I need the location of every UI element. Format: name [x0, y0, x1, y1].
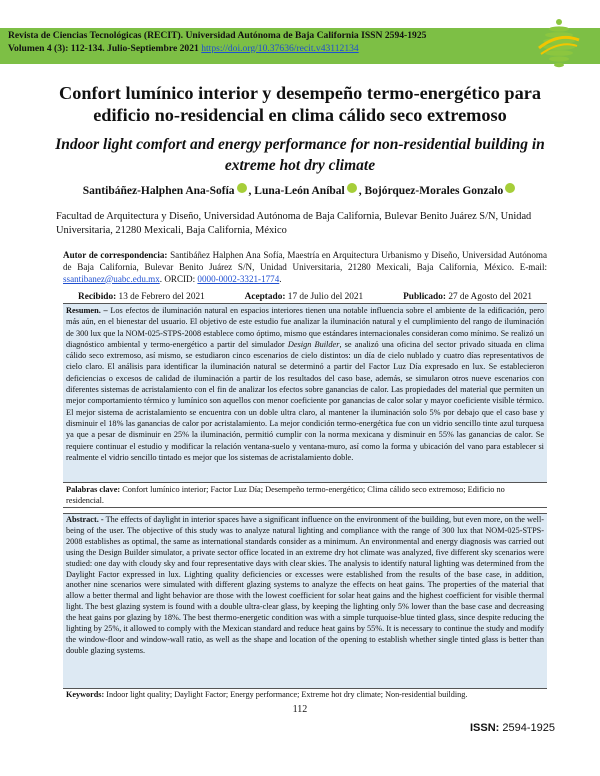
abstract-es-italic: Design Builder [287, 339, 340, 349]
journal-name: Revista de Ciencias Tecnológicas (RECIT). Universidad Autónoma de Baja California ISSN 2594-1925 [8, 30, 427, 41]
author-separator: , [248, 185, 255, 197]
correspondence-label: Autor de correspondencia: [63, 250, 168, 260]
email-link[interactable]: ssantibanez@uabc.edu.mx [63, 273, 160, 284]
doi-link[interactable]: https://doi.org/10.37636/recit.v43112134 [201, 42, 359, 54]
received-date [78, 291, 205, 303]
received-value: 13 de Febrero del 2021 [118, 292, 205, 302]
title-spanish: Confort lumínico interior y desempeño termo-energético para edificio no-residencial en clima cálido seco extremoso [59, 83, 541, 125]
received-label: Recibido: [78, 292, 117, 302]
affiliation: Facultad de Arquitectura y Diseño, Universidad Autónoma de Baja California, Bulevar Benito Juárez S/N, Unidad Universitaria, 21280 Mexicali, Baja California, México [56, 211, 532, 236]
article-dates [63, 291, 547, 303]
abstract-en-text: The effects of daylight in interior spaces have a significant influence on the environment of the building, but even more, on the well-being of the user. The objective of this study was to analyze natural lighting and compliance with the range of 300 lux that NOM-025-STPS-2008 establishes as optimal, the same as international standards consider as a minimum. An environmental and energy diagnosis was carried out using the Design Builder simulator, a private sector office located in an extreme dry hot climate was analyzed, five different sky scenarios were studied: one day with cloudy sky and four representative days with clear skies. The analysis to identify natural lighting was determined from the Daylight Factor expressed in lux. Lighting quality deficiencies or excesses were established from the results of the base case, in addition, another nine scenarios were simulated with different glazing systems to analyze the effects on heat gains. The properties of the material that allow a better thermal and light behavior are those with the lowest coefficient for solar heat gains and the highest coefficient for visible thermal light. The best glazing system is found with a double ultra-clear glass, by keeping the lighting only 5% lower than the base case and decreasing the heat gains por glazing by 18%. The best thermo-energetic condition was with a simple turquoise-blue tinted glass, since despite reducing the lighting by 25%, it allowed to comply with the Mexican standard and reduce heat gains by 55%. It is necessary to continue the study and modify the window-floor and window-wall ratio, as well as the shape and location of the opening to establish whether single tinted glass is better than double glazing systems. [66, 515, 544, 655]
abstract-en-label: Abstract. - [66, 515, 104, 524]
author-separator: , [358, 185, 365, 197]
orcid-label: . ORCID: [159, 273, 196, 284]
keywords-en-text: Indoor light quality; Daylight Factor; Energy performance; Extreme hot dry climate; Non-residential building. [106, 690, 468, 699]
abstract-spanish [63, 303, 547, 483]
accepted-label: Aceptado: [244, 292, 286, 302]
orcid-icon[interactable] [505, 183, 515, 193]
abstract-english [63, 513, 547, 689]
journal-volume: Volumen 4 (3): 112-134. Julio-Septiembre 2021 [8, 42, 199, 54]
correspondence-end: . [279, 273, 282, 284]
abstract-es-text-2: , se analizó una oficina del sector privado situada en clima cálido seco extremoso, así mismo, se estudiaron cinco escenarios de cielo distintos: un día de cielo nublado y cuatro días representativos de cielo claro. El análisis para identificar la iluminación natural se determinó a partir del Factor Luz Día expresado en lux. Se establecieron deficiencias o excesos de calidad de iluminación a partir de los resultados del caso base, además, se simularon otros nueve escenarios con diferentes sistemas de acristalamiento con el fin de analizar los efectos sobre ganancias de calor. Las propiedades del material que permiten un mejor comportamiento térmico y lumínico son aquellos con menor coeficiente por ganancias de calor solar y mayor coeficiente visible térmico. El mejor sistema de acristalamiento se encuentra con un doble ultra claro, al mantener la iluminación solo 5% por debajo que el caso base y disminuir el 18% las ganancias de calor por acristalamiento. La mejor condición termo-energética fue con un vidrio sencillo tinte azul turquesa ya que a pesar de disminuir en 25% la iluminación, permitió cumplir con la norma mexicana y disminuir en 55% las ganancias de calor. Se requiere continuar el estudio y modificar la relación ventana-suelo y ventana-muro, así como la forma y ubicación del vano para establecer si realmente el vidrio sencillo tintado es mejor que los sistemas de acristalamiento doble. [66, 339, 545, 462]
issn-label: ISSN: [470, 722, 500, 734]
journal-header [8, 30, 508, 55]
journal-volume-line [8, 43, 508, 56]
issn-value: 2594-1925 [502, 722, 556, 734]
author-2: Luna-León Aníbal [254, 185, 345, 197]
author-3: Bojórquez-Morales Gonzalo [364, 185, 504, 197]
keywords-es-text: Confort lumínico interior; Factor Luz Día; Desempeño termo-energético; Clima cálido seco extremoso; Edificio no residencial. [66, 485, 505, 505]
published-date [403, 291, 532, 303]
keywords-en-label: Keywords: [66, 690, 105, 699]
author-list [40, 183, 560, 199]
keywords-spanish [63, 485, 547, 508]
accepted-value: 17 de Julio del 2021 [287, 292, 364, 302]
abstract-es-label: Resumen. – [66, 306, 108, 315]
orcid-icon[interactable] [237, 183, 247, 193]
issn-footer [470, 722, 580, 734]
corresponding-author [63, 250, 547, 285]
orcid-link[interactable]: 0000-0002-3321-1774 [197, 273, 280, 284]
abstract-es-text-1: Los efectos de iluminación natural en espacios interiores tienen una notable influencia sobre el ambiente de la edificación, pero más aún, en el bienestar del usuario. El objetivo de este estudio fue analizar la iluminación natural y el cumplimiento del rango de iluminación de 300 lux que la NOM-025-STPS-2008 establece como óptimo, mismo que estándares internacionales consideran como mínimo. Se realizó un diagnóstico ambiental y termo-energético a partir del simulador [66, 306, 544, 349]
published-label: Publicado: [403, 292, 446, 302]
title-english: Indoor light comfort and energy performance for non-residential building in extreme hot dry climate [55, 136, 545, 174]
keywords-es-label: Palabras clave: [66, 485, 121, 494]
correspondence-text: Santibáñez Halphen Ana Sofía, Maestría en Arquitectura Urbanismo y Diseño, Universidad Autónoma de Baja California, Bulevar Benito Juárez S/N, Unidad Universitaria, 21280 Mexicali, Baja California, México. E-mail: [63, 250, 548, 272]
published-value: 27 de Agosto del 2021 [448, 292, 532, 302]
recit-logo-icon [533, 18, 585, 70]
accepted-date [245, 291, 364, 303]
orcid-icon[interactable] [347, 183, 357, 193]
author-1: Santibáñez-Halphen Ana-Sofía [82, 185, 235, 197]
page-number: 112 [292, 704, 308, 715]
keywords-english [63, 690, 547, 701]
